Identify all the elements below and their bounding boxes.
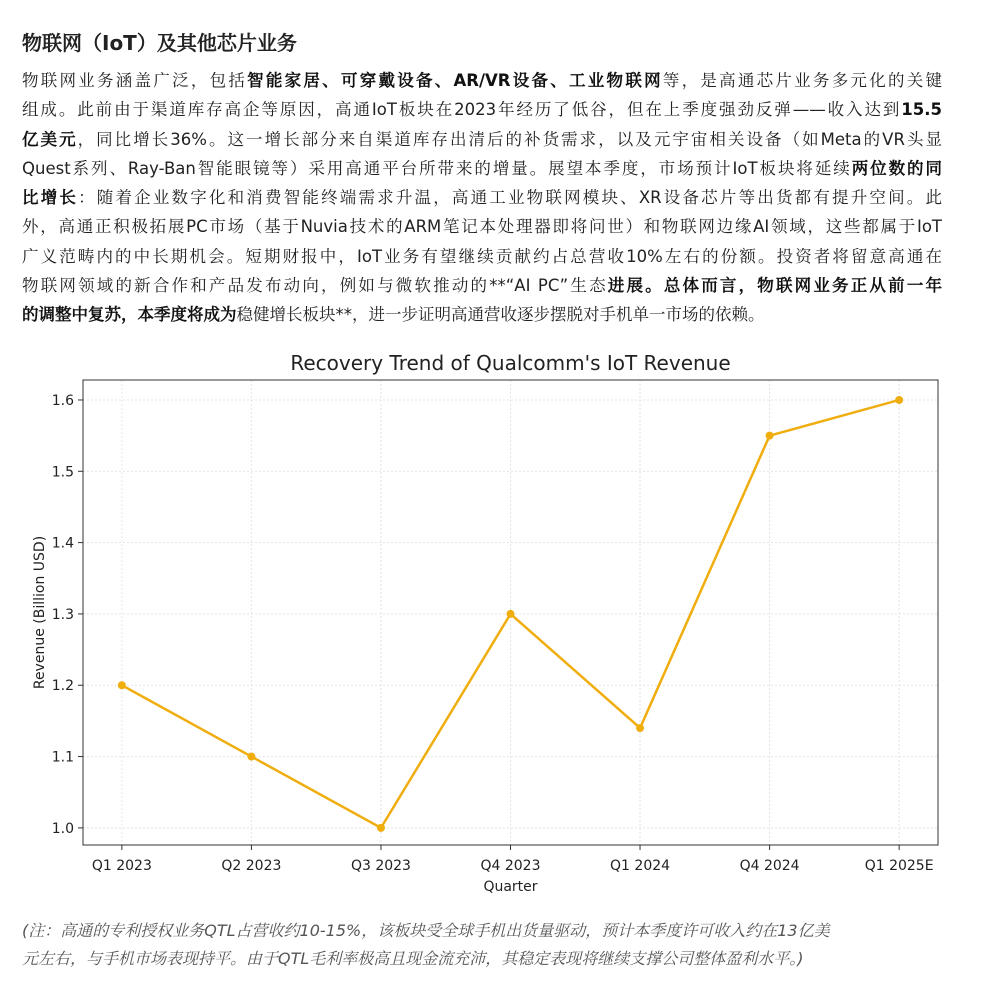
bold-text: 进展。总体而言，物联网业务正从前一年 — [607, 275, 943, 295]
y-tick-label: 1.3 — [51, 606, 74, 623]
footnote-line: 元左右，与手机市场表现持平。由于QTL毛利率极高且现金流充沛，其稳定表现将继续支撑公司整体盈利水平。) — [22, 949, 804, 968]
y-tick-label: 1.0 — [51, 820, 74, 837]
x-tick-label: Q1 2025E — [864, 858, 934, 874]
y-tick-label: 1.1 — [51, 749, 74, 766]
data-point — [507, 610, 515, 618]
bold-text: 15.5 — [901, 100, 942, 120]
bold-text: 的调整中复苏，本季度将成为 — [22, 305, 237, 324]
paragraph-line — [22, 242, 942, 271]
footnote — [22, 917, 952, 973]
x-tick-label: Q2 2023 — [221, 858, 282, 874]
text: ，同比增长36%。这一增长部分来自渠道库存出清后的补货需求，以及元宇宙相关设备（如Meta的VR头显 — [77, 129, 942, 149]
y-axis-label: Revenue (Billion USD) — [32, 535, 48, 690]
text: ：随着企业数字化和消费智能终端需求升温，高通工业物联网模块、XR设备芯片等出货都有提升空间。此 — [78, 188, 942, 207]
iot-revenue-chart — [0, 340, 996, 910]
data-point — [636, 724, 644, 732]
y-tick-label: 1.4 — [51, 535, 74, 552]
data-point — [766, 432, 774, 440]
text: 物联网业务涵盖广泛，包括 — [22, 71, 248, 90]
text: Quest系列、Ray-Ban智能眼镜等）采用高通平台所带来的增量。展望本季度，市场预计IoT板块将延续 — [22, 158, 852, 178]
chart-title: Recovery Trend of Qualcomm's IoT Revenue — [290, 351, 731, 375]
paragraph-line — [22, 183, 942, 212]
bold-text: 比增长 — [22, 188, 79, 207]
text: 稳健增长板块**，进一步证明高通营收逐步摆脱对手机单一市场的依赖。 — [236, 305, 765, 324]
bold-text: 两位数的同 — [851, 158, 942, 178]
x-tick-label: Q1 2023 — [91, 858, 152, 874]
text: 广义范畴内的中长期机会。短期财报中，IoT业务有望继续贡献约占总营收10%左右的份额。投资者将留意高通在 — [22, 246, 942, 266]
footnote-line: (注：高通的专利授权业务QTL占营收约10-15%，该板块受全球手机出货量驱动，预计本季度许可收入约在13亿美 — [22, 921, 830, 940]
paragraph-line — [22, 300, 942, 329]
text: 物联网领域的新合作和产品发布动向，例如与微软推动的**“AI PC”生态 — [22, 275, 608, 295]
text: 等，是高通芯片业务多元化的关键 — [662, 71, 943, 90]
section-heading: 物联网（IoT）及其他芯片业务 — [22, 31, 297, 55]
y-tick-label: 1.5 — [51, 464, 74, 481]
paragraph-line — [22, 154, 942, 183]
text: 外，高通正积极拓展PC市场（基于Nuvia技术的ARM笔记本处理器即将问世）和物联网边缘AI领域，这些都属于IoT — [22, 217, 942, 237]
data-point — [377, 824, 385, 832]
bold-text: 智能家居、可穿戴设备、AR/VR设备、工业物联网 — [247, 71, 663, 90]
x-tick-label: Q4 2024 — [739, 858, 800, 874]
paragraph-line — [22, 125, 942, 154]
x-tick-label: Q4 2023 — [480, 858, 541, 874]
y-tick-label: 1.2 — [51, 678, 74, 695]
text: 组成。此前由于渠道库存高企等原因，高通IoT板块在2023年经历了低谷，但在上季度强劲反弹——收入达到 — [22, 100, 902, 120]
paragraph-line — [22, 271, 942, 300]
paragraph-line — [22, 95, 942, 124]
x-tick-label: Q3 2023 — [350, 858, 411, 874]
data-point — [895, 396, 903, 404]
y-tick-label: 1.6 — [51, 392, 74, 409]
body-paragraph — [22, 66, 942, 329]
bold-text: 亿美元 — [22, 129, 78, 149]
data-point — [118, 681, 126, 689]
paragraph-line — [22, 212, 942, 241]
x-axis-label: Quarter — [483, 879, 538, 895]
x-tick-label: Q1 2024 — [610, 858, 671, 874]
paragraph-line — [22, 66, 942, 95]
data-point — [247, 753, 255, 761]
